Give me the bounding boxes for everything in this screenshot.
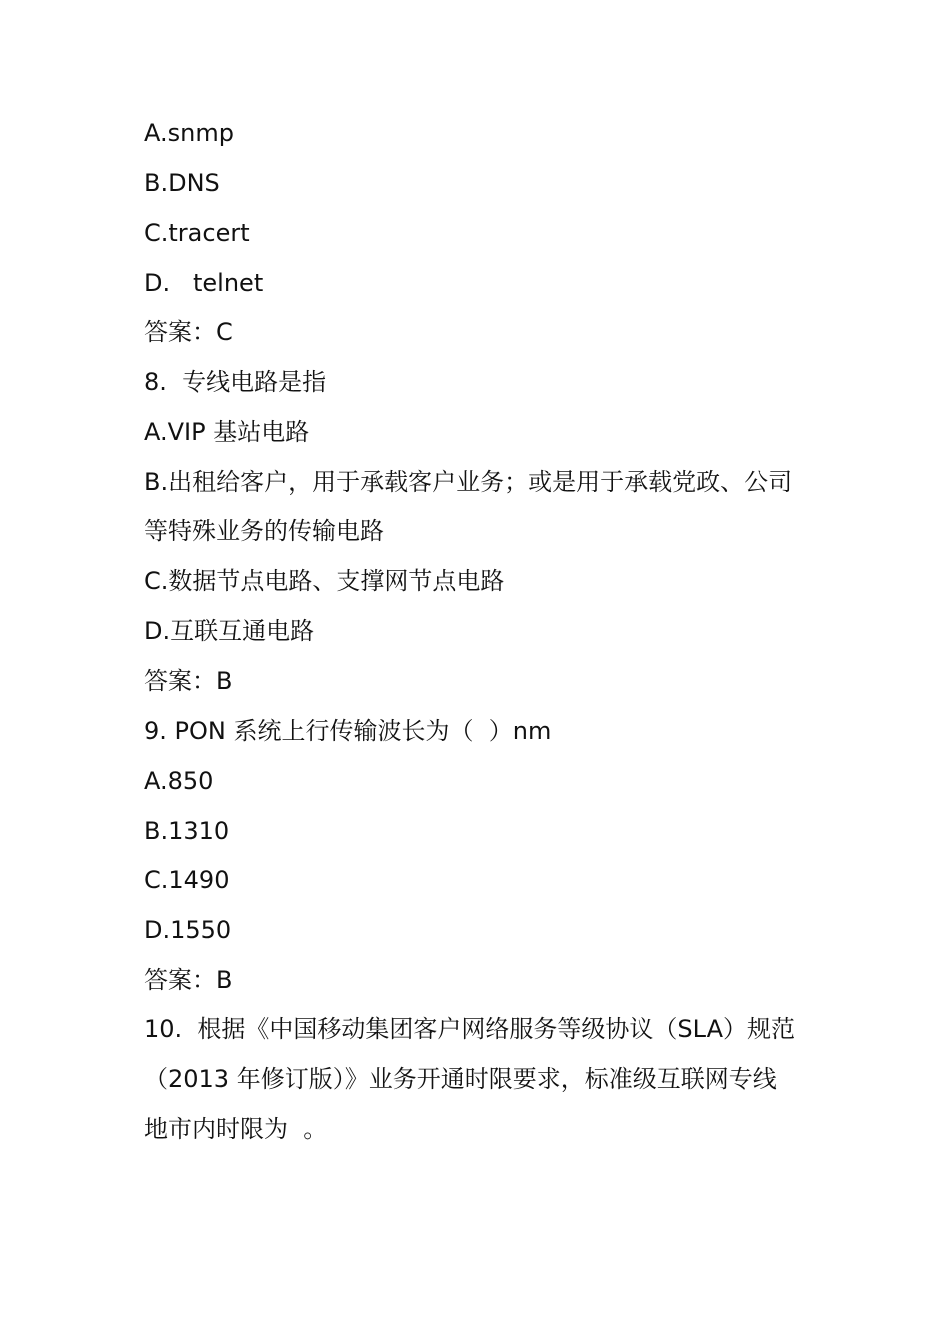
question-9: 9. PON 系统上行传输波长为（ ）nm [144,717,552,745]
option-d-q8: D.互联互通电路 [144,617,315,645]
question-10-continued-2: 地市内时限为 。 [144,1115,328,1143]
option-d-q7: D. telnet [144,269,264,297]
option-b-q8-continued: 等特殊业务的传输电路 [144,517,384,545]
answer-q7: 答案：C [144,318,233,346]
option-b-q9: B.1310 [144,817,230,845]
option-c-q8: C.数据节点电路、支撑网节点电路 [144,567,505,595]
option-a-q7: A.snmp [144,119,234,147]
option-c-q9: C.1490 [144,866,230,894]
answer-q8: 答案：B [144,667,233,695]
option-a-q8: A.VIP 基站电路 [144,418,310,446]
option-d-q9: D.1550 [144,916,232,944]
option-a-q9: A.850 [144,767,214,795]
option-c-q7: C.tracert [144,219,250,247]
option-b-q8: B.出租给客户，用于承载客户业务；或是用于承载党政、公司 [144,468,793,496]
question-10: 10. 根据《中国移动集团客户网络服务等级协议（SLA）规范 [144,1015,795,1043]
question-10-continued: （2013 年修订版）》业务开通时限要求，标准级互联网专线 [144,1065,777,1093]
answer-q9: 答案：B [144,966,233,994]
question-8: 8. 专线电路是指 [144,368,327,396]
option-b-q7: B.DNS [144,169,220,197]
